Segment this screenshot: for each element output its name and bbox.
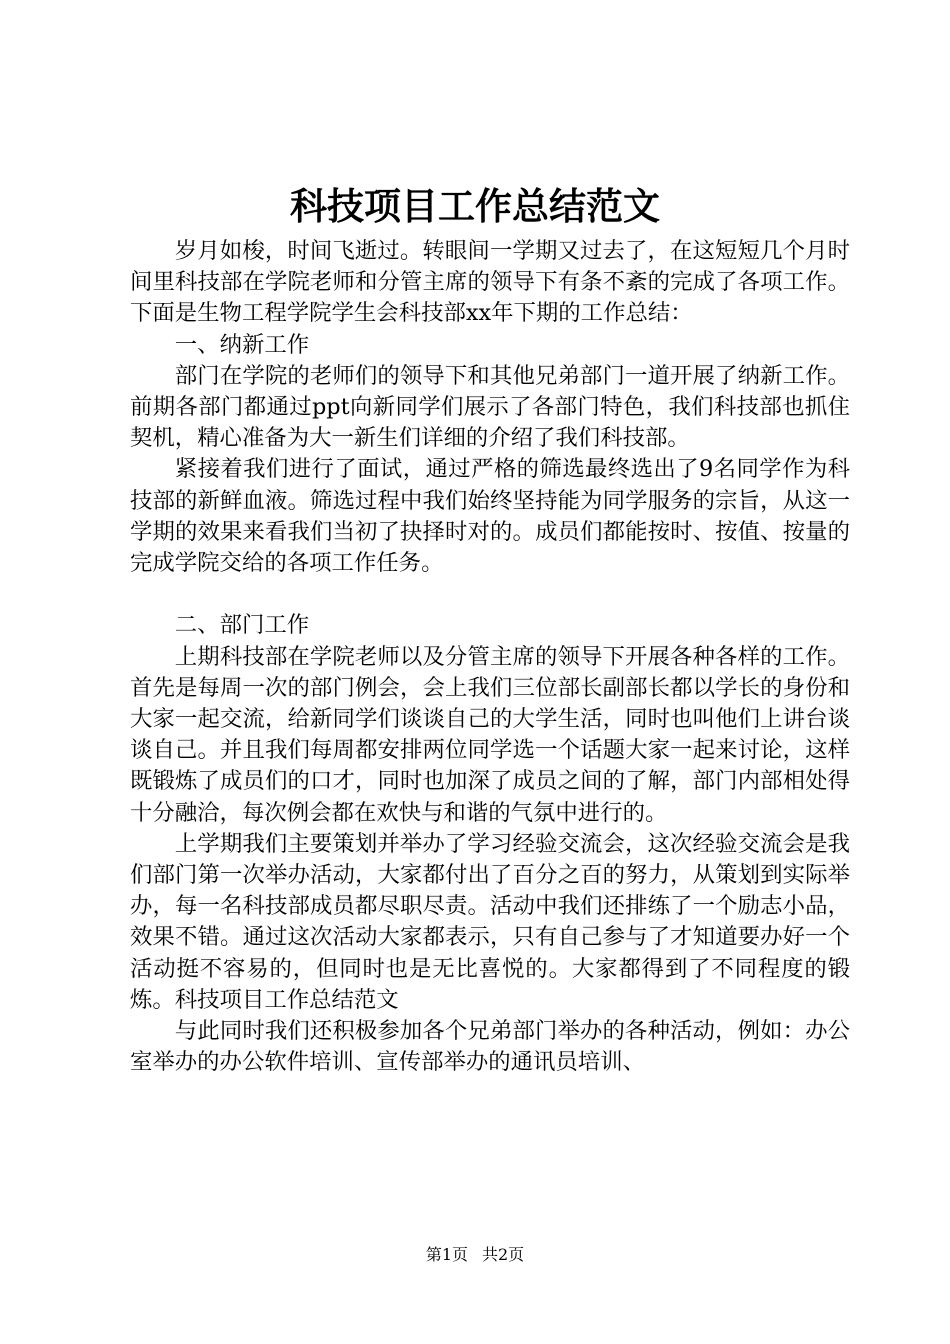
page-number-current: 第1页 xyxy=(425,1245,468,1264)
paragraph-interview: 紧接着我们进行了面试，通过严格的筛选最终选出了9名同学作为科技部的新鲜血液。筛选过程中我们始终坚持能为同学服务的宗旨，从这一学期的效果来看我们当初了抉择时对的。成员们都能按时、按值、按量的完成学院交给的各项工作任务。 xyxy=(130,456,850,577)
document-body xyxy=(130,236,850,1078)
document-title: 科技项目工作总结范文 xyxy=(290,184,660,228)
section-heading-recruitment: 一、纳新工作 xyxy=(174,331,310,358)
paragraph-exchange-event: 上学期我们主要策划并举办了学习经验交流会，这次经验交流会是我们部门第一次举办活动，大家都付出了百分之百的努力，从策划到实际举办，每一名科技部成员都尽职尽责。活动中我们还排练了一个励志小品，效果不错。通过这次活动大家都表示，只有自己参与了才知道要办好一个活动挺不容易的，但同时也是无比喜悦的。大家都得到了不同程度的锻炼。科技项目工作总结范文 xyxy=(130,830,850,1013)
paragraph-intro: 岁月如梭，时间飞逝过。转眼间一学期又过去了，在这短短几个月时间里科技部在学院老师和分管主席的领导下有条不紊的完成了各项工作。下面是生物工程学院学生会科技部xx年下期的工作总结： xyxy=(130,238,850,327)
paragraph-other-activities: 与此同时我们还积极参加各个兄弟部门举办的各种活动，例如：办公室举办的办公软件培训、宣传部举办的通讯员培训、 xyxy=(130,1018,850,1076)
page-footer xyxy=(0,1244,950,1266)
paragraph-weekly-meeting: 上期科技部在学院老师以及分管主席的领导下开展各种各样的工作。首先是每周一次的部门例会，会上我们三位部长副部长都以学长的身份和大家一起交流，给新同学们谈谈自己的大学生活，同时也叫他们上讲台谈谈自己。并且我们每周都安排两位同学选一个话题大家一起来讨论，这样既锻炼了成员们的口才，同时也加深了成员之间的了解，部门内部相处得十分融洽，每次例会都在欢快与和谐的气氛中进行的。 xyxy=(130,643,850,826)
paragraph-recruitment: 部门在学院的老师们的领导下和其他兄弟部门一道开展了纳新工作。前期各部门都通过ppt向新同学们展示了各部门特色，我们科技部也抓住契机，精心准备为大一新生们详细的介绍了我们科技部。 xyxy=(130,362,850,452)
page-number-total: 共2页 xyxy=(482,1245,525,1264)
section-heading-department-work: 二、部门工作 xyxy=(174,612,310,639)
